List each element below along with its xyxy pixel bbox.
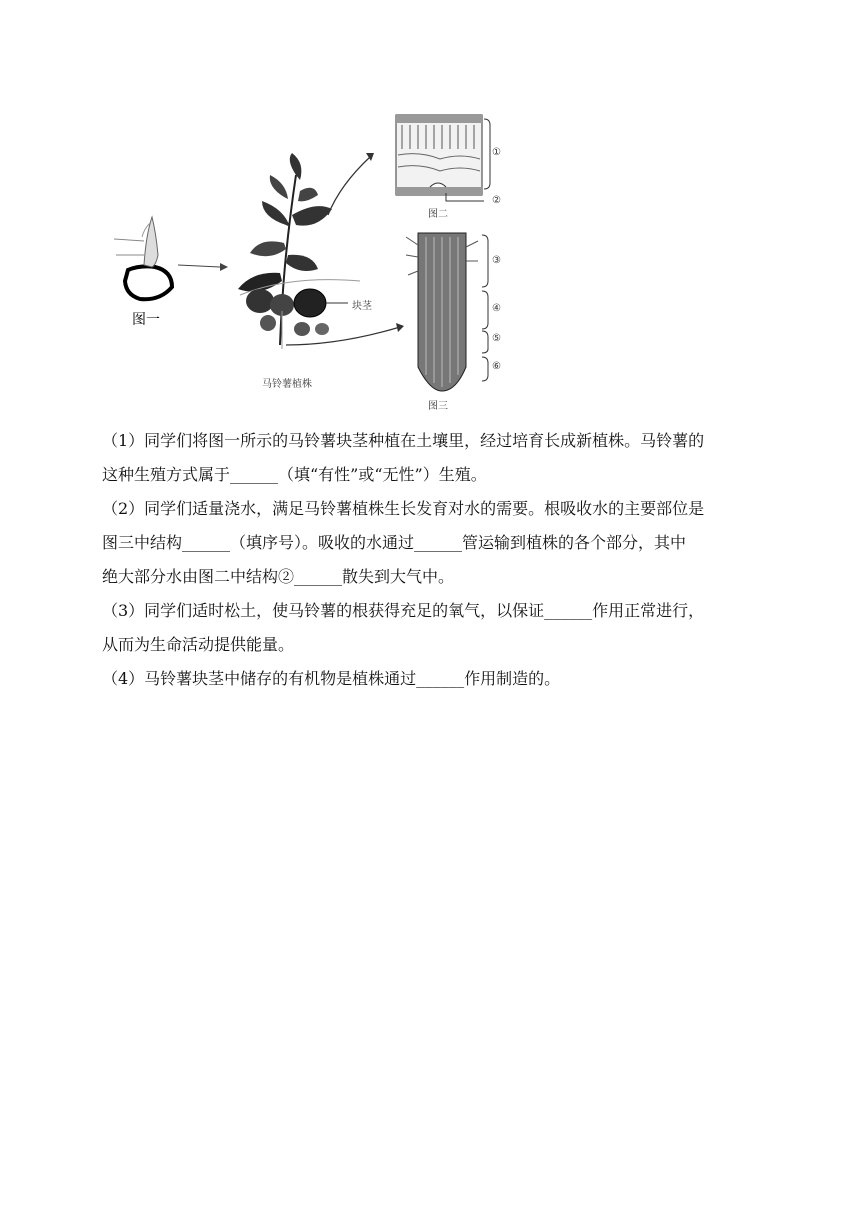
arrow-to-plant [178, 263, 228, 271]
question-3-line-2: 从而为生命活动提供能量。 [102, 635, 295, 654]
question-4 [102, 662, 762, 696]
question-4-line-1: （4）马铃薯块茎中储存的有机物是植株通过______作用制造的。 [102, 669, 561, 688]
mark-6: ⑥ [492, 361, 501, 372]
figure-illustration [100, 105, 530, 415]
question-1 [102, 424, 762, 492]
question-list [102, 424, 762, 696]
question-2 [102, 492, 762, 594]
question-1-line-1: （1）同学们将图一所示的马铃薯块茎种植在土壤里，经过培育长成新植株。马铃薯的 [102, 431, 705, 450]
mark-4: ④ [492, 303, 501, 314]
question-2-line-3: 绝大部分水由图二中结构②______散失到大气中。 [102, 567, 455, 586]
mark-1: ① [492, 147, 501, 158]
tuber-sprout-drawing [114, 217, 172, 299]
root-tip-section [406, 233, 488, 391]
leaf-cross-section [396, 115, 490, 201]
question-3 [102, 594, 762, 662]
question-3-line-1: （3）同学们适时松土，使马铃薯的根获得充足的氧气，以保证______作用正常进行， [102, 601, 705, 620]
question-2-line-1: （2）同学们适量浇水，满足马铃薯植株生长发育对水的需要。根吸收水的主要部位是 [102, 499, 705, 518]
mark-3: ③ [492, 255, 501, 266]
mark-5: ⑤ [492, 333, 501, 344]
fig3-label: 图三 [428, 401, 448, 412]
biology-figure [100, 105, 530, 415]
tuber-label: 块茎 [352, 301, 372, 312]
mark-2: ② [492, 195, 501, 206]
potato-plant-drawing [238, 153, 360, 349]
fig2-label: 图二 [428, 209, 448, 220]
plant-label: 马铃薯植株 [262, 379, 312, 390]
arrow-to-leaf-section [328, 153, 374, 215]
question-1-line-2: 这种生殖方式属于______（填“有性”或“无性”）生殖。 [102, 465, 487, 484]
question-2-line-2: 图三中结构______（填序号）。吸收的水通过______管运输到植株的各个部分，其中 [102, 533, 687, 552]
fig1-label: 图一 [132, 312, 160, 328]
